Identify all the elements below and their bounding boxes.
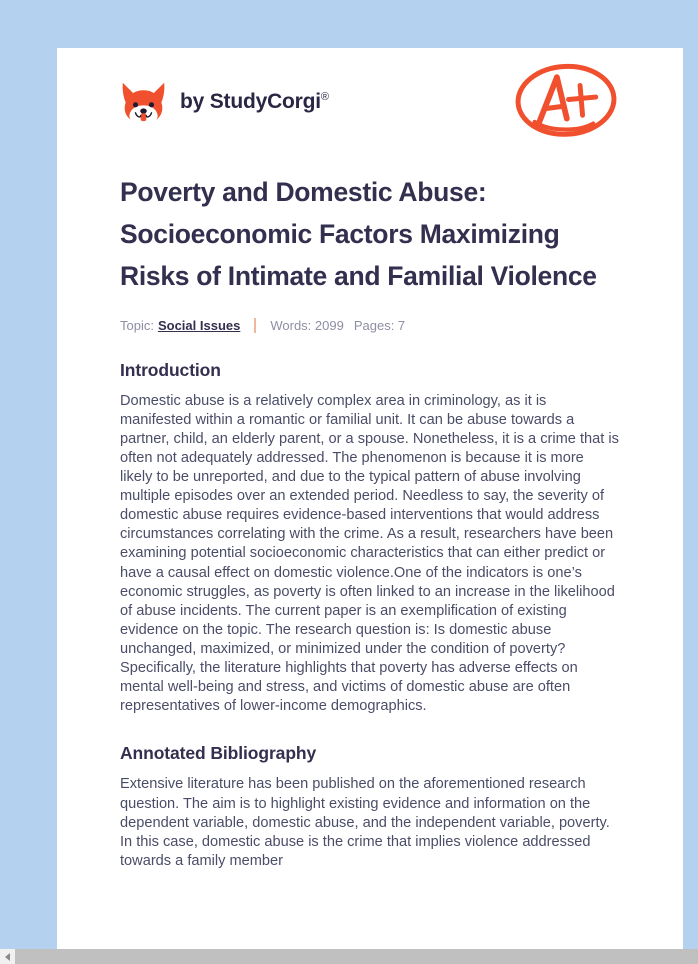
section-body-introduction: Domestic abuse is a relatively complex area in criminology, as it is manifested within a romantic or familial unit. It can be abuse towards a partner, child, an elderly parent, or a spouse. Nonetheless, it is a crime that is often not adequately addressed. The phenomenon is because it is more likely to be unreported, and due to the typical pattern of abuse involving multiple episodes over an extended period. Needless to say, the severity of domestic abuse requires evidence-based interventions that would address circumstances correlating with the crime. As a result, researchers have been examining potential socioeconomic characteristics that can either predict or have a causal effect on domestic violence.One of the indicators is one’s economic struggles, as poverty is often linked to an increase in the likelihood of abuse incidents. The current paper is an exemplification of existing evidence on the topic. The research question is: Is domestic abuse unchanged, maximized, or minimized under the condition of poverty? Specifically, the literature highlights that poverty has adverse effects on mental well-being and stress, and victims of domestic abuse are often representatives of lower-income demographics. [120,392,619,715]
meta-separator [254,318,256,333]
brand-name: StudyCorgi [209,90,321,113]
a-plus-grade-badge-icon [512,59,620,145]
scroll-left-arrow-icon [5,953,10,961]
brand-prefix: by [180,90,210,113]
section-heading-introduction: Introduction [120,359,221,380]
site-masthead [120,48,620,152]
scroll-left-button[interactable] [0,949,15,964]
word-count: Words: 2099 [270,317,344,333]
scrollbar-track[interactable] [15,949,698,964]
brand-wordmark [180,90,329,114]
horizontal-scrollbar[interactable] [0,949,698,964]
section-body-annotated-bibliography: Extensive literature has been published on the aforementioned research question. The aim is to highlight existing evidence and information on the dependent variable, domestic abuse, and the independent variable, poverty. In this case, domestic abuse is the crime that implies violence addressed towards a family member [120,776,610,869]
corgi-logo-icon [120,79,167,126]
topic-link[interactable]: Social Issues [157,317,241,333]
scrollbar-thumb[interactable] [15,949,698,964]
section-heading-annotated-bibliography: Annotated Bibliography [120,743,317,764]
page-count: Pages: 7 [353,317,406,333]
document-sheet [57,48,683,949]
brand-logo-link[interactable] [120,79,329,126]
registered-trademark-icon: ® [320,91,330,103]
page-title: Poverty and Domestic Abuse: Socioeconomic Factors Maximizing Risks of Intimate and Familial Violence [120,177,597,291]
article-meta [120,318,620,333]
topic-label: Topic: [120,317,154,333]
